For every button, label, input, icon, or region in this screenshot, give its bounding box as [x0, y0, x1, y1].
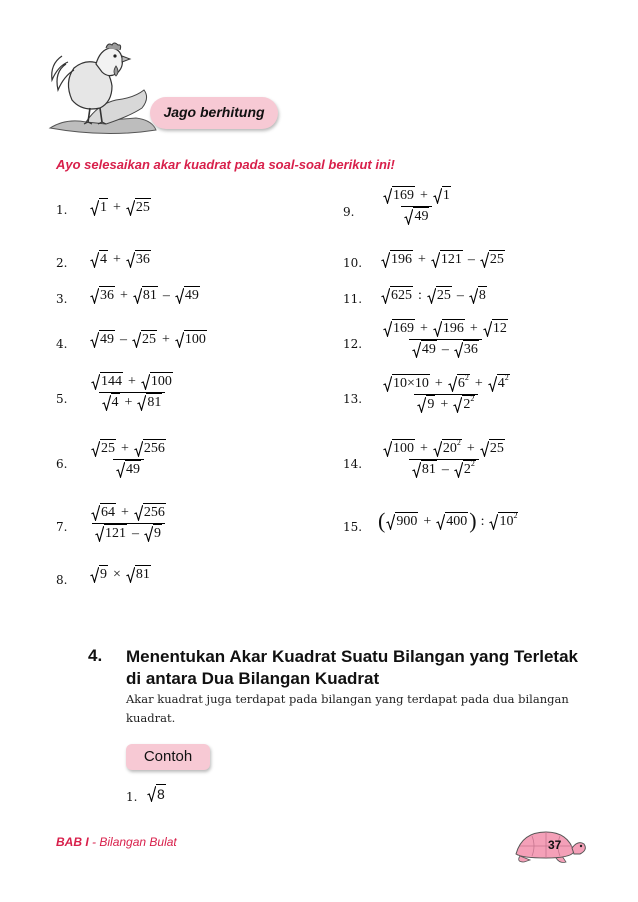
instruction-text: Ayo selesaikan akar kuadrat pada soal-soal berikut ini! — [56, 157, 395, 172]
problem-number: 11. — [343, 292, 363, 306]
problem-number: 10. — [343, 256, 363, 270]
page-number: 37 — [548, 838, 562, 852]
problem-11: 625 : 25 – 8 — [380, 288, 488, 304]
problem-6: $\frac{25 + 256}{49}$ — [88, 441, 169, 478]
problem-3: 36 + 81 – 49 — [89, 288, 201, 304]
problem-number: 14. — [343, 457, 363, 471]
problem-10: 196 + 121 – 25 — [380, 252, 506, 268]
example-expression: 8 — [146, 786, 167, 802]
problem-2: 4 + 36 — [89, 252, 152, 268]
section-title: Menentukan Akar Kuadrat Suatu Bilangan yang Terletak di antara Dua Bilangan Kuadrat — [126, 647, 578, 688]
problem-15: ( 900 + 400) : $10^2$ — [378, 508, 518, 533]
problem-number: 7. — [56, 520, 68, 534]
problem-number: 2. — [56, 256, 68, 270]
problem-13: $\frac{10\times 10 + 6^2 + 4^2}{9 + 2^2}$ — [380, 376, 513, 413]
problem-8: 9 × 81 — [89, 567, 152, 583]
problem-5: $\frac{144 + 100}{4 + 81}$ — [88, 374, 176, 411]
problem-number: 5. — [56, 392, 68, 406]
problem-7: $\frac{64 + 256}{121 - 9}$ — [88, 505, 169, 542]
problem-1: 1 + 25 — [89, 200, 152, 216]
problem-number: 6. — [56, 457, 68, 471]
banner-title: Jago berhitung — [163, 104, 265, 120]
example-label: Contoh — [143, 748, 193, 765]
problem-12: $\frac{169 + 196 + 12}{49 - 36}$ — [380, 321, 511, 358]
problem-9: $\frac{169 + 1}{49}$ — [380, 188, 454, 225]
problem-number: 15. — [343, 520, 363, 534]
rooster-illustration — [46, 42, 158, 138]
problem-number: 9. — [343, 205, 355, 219]
problem-number: 1. — [56, 203, 68, 217]
section-number: 4. — [88, 646, 103, 665]
problem-number: 4. — [56, 337, 68, 351]
example-number: 1. — [126, 790, 138, 804]
problem-number: 13. — [343, 392, 363, 406]
problem-number: 3. — [56, 292, 68, 306]
section-body: Akar kuadrat juga terdapat pada bilangan yang terdapat pada dua bilangan kuadrat. — [126, 692, 569, 725]
problem-number: 8. — [56, 573, 68, 587]
footer-chapter: BAB I - Bilangan Bulat — [56, 835, 177, 849]
problem-14: $\frac{100 + 20^2 + 25}{81 - 2^2}$ — [380, 441, 508, 478]
problem-number: 12. — [343, 337, 363, 351]
problem-4: 49 – 25 + 100 — [89, 332, 208, 348]
